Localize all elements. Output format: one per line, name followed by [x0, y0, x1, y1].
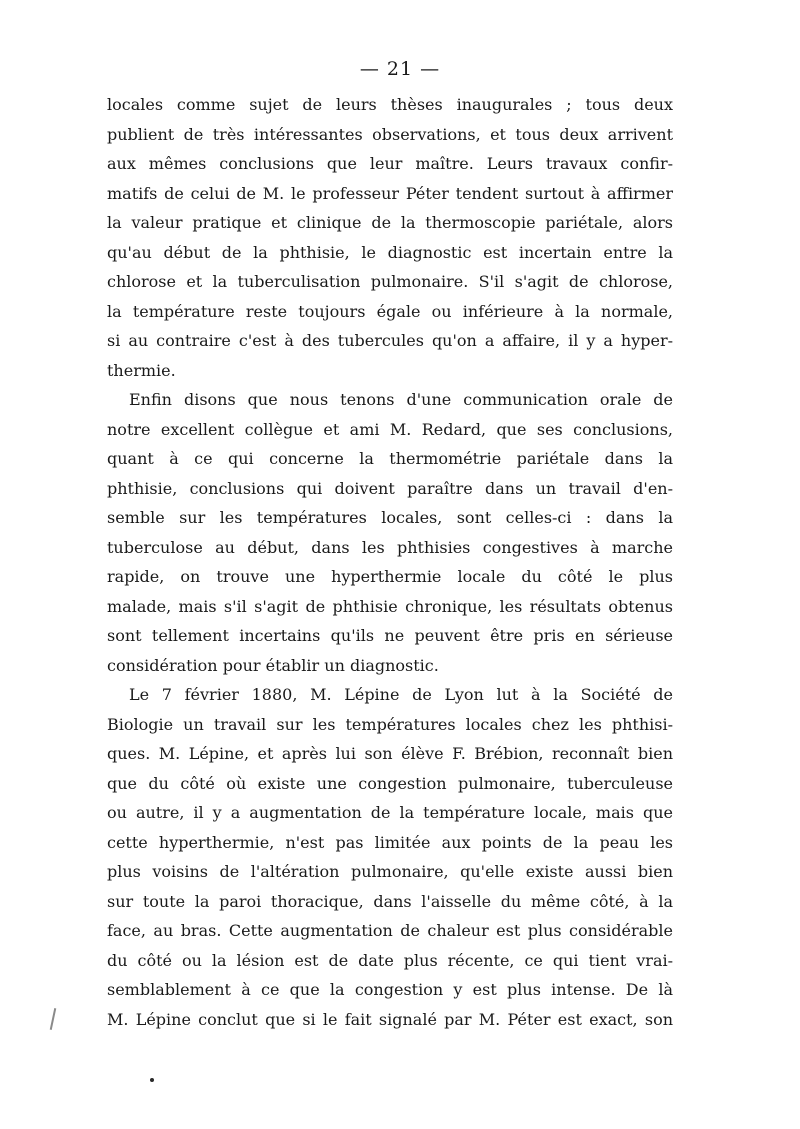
text-line: thermie.	[107, 360, 176, 380]
text-line: locales comme sujet de leurs thèses inaugurales ; tous deux	[107, 95, 673, 114]
text-line: Biologie un travail sur les températures locales chez les phthisi-	[107, 714, 673, 734]
text-line: cette hyperthermie, n'est pas limitée aux points de la peau les	[107, 832, 673, 852]
text-line: sur toute la paroi thoracique, dans l'aisselle du même côté, à la	[107, 891, 673, 911]
text-line: considération pour établir un diagnostic.	[107, 655, 439, 675]
text-line: quant à ce qui concerne la thermométrie pariétale dans la	[107, 449, 673, 468]
text-line: semblablement à ce que la congestion y est plus intense. De là	[107, 980, 673, 999]
text-line: que du côté où existe une congestion pulmonaire, tuberculeuse	[107, 773, 673, 793]
text-line: face, au bras. Cette augmentation de chaleur est plus considérable	[107, 921, 673, 940]
text-line: la valeur pratique et clinique de la thermoscopie pariétale, alors	[107, 213, 673, 232]
paragraph	[107, 385, 673, 680]
text-line: M. Lépine conclut que si le fait signalé par M. Péter est exact, son	[107, 1009, 673, 1029]
text-line: publient de très intéressantes observations, et tous deux arrivent	[107, 124, 673, 144]
text-line: semble sur les températures locales, sont celles-ci : dans la	[107, 508, 673, 527]
page-number: — 21 —	[359, 58, 441, 80]
text-line: tuberculose au début, dans les phthisies congestives à marche	[107, 537, 673, 557]
paragraph	[107, 90, 673, 385]
text-line: matifs de celui de M. le professeur Péter tendent surtout à affirmer	[107, 183, 673, 203]
text-line: sont tellement incertains qu'ils ne peuvent être pris en sérieuse	[107, 626, 673, 645]
text-line: malade, mais s'il s'agit de phthisie chronique, les résultats obtenus	[107, 596, 673, 616]
ink-speck	[150, 1078, 154, 1082]
text-line: phthisie, conclusions qui doivent paraître dans un travail d'en-	[107, 478, 673, 498]
text-line: Le 7 février 1880, M. Lépine de Lyon lut à la Société de	[129, 685, 673, 704]
text-line: ou autre, il y a augmentation de la température locale, mais que	[107, 803, 673, 822]
scan-mark	[50, 1008, 57, 1030]
text-line: chlorose et la tuberculisation pulmonaire. S'il s'agit de chlorose,	[107, 272, 673, 291]
paragraph	[107, 680, 673, 1034]
text-line: la température reste toujours égale ou inférieure à la normale,	[107, 301, 673, 321]
body-text	[107, 90, 673, 1034]
text-line: du côté ou la lésion est de date plus récente, ce qui tient vrai-	[107, 950, 673, 970]
text-line: aux mêmes conclusions que leur maître. Leurs travaux confir-	[107, 154, 673, 173]
text-line: notre excellent collègue et ami M. Redard, que ses conclusions,	[107, 419, 673, 439]
text-line: si au contraire c'est à des tubercules qu'on a affaire, il y a hyper-	[107, 331, 673, 350]
text-line: qu'au début de la phthisie, le diagnostic est incertain entre la	[107, 242, 673, 262]
text-line: ques. M. Lépine, et après lui son élève F. Brébion, reconnaît bien	[107, 744, 673, 763]
text-line: rapide, on trouve une hyperthermie locale du côté le plus	[107, 567, 673, 586]
text-line: Enfin disons que nous tenons d'une communication orale de	[129, 390, 673, 409]
text-line: plus voisins de l'altération pulmonaire, qu'elle existe aussi bien	[107, 862, 673, 881]
